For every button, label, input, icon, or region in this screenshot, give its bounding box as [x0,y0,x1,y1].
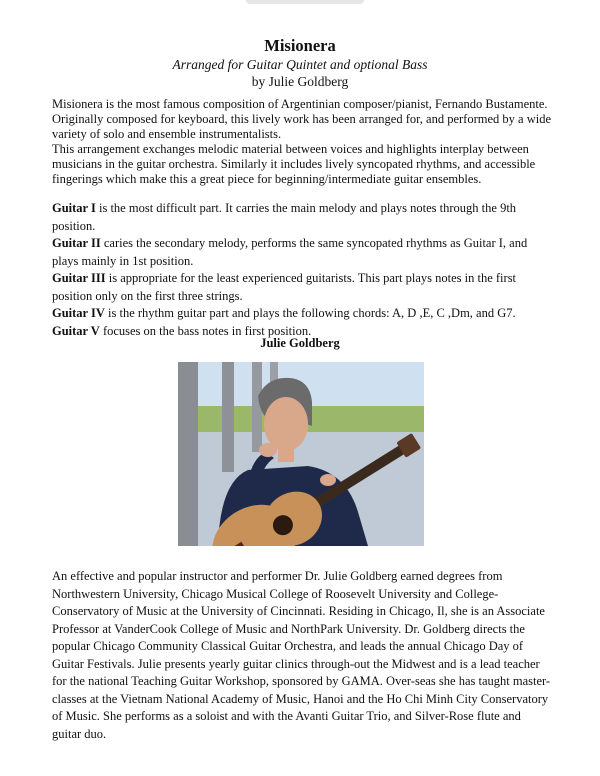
parts-list [52,200,552,340]
part-description: caries the secondary melody, performs the same syncopated rhythms as Guitar I, and plays mainly in 1st position. [52,236,528,268]
document-title: Misionera [264,36,336,55]
intro-paragraph-2: This arrangement exchanges melodic material between voices and highlights interplay between musicians in the guitar orchestra. Similarly it includes lively syncopated rhythms, and accessible fingerings which make this a great piece for beginning/intermediate guitar ensembles. [52,142,536,186]
part-description: is appropriate for the least experienced guitarists. This part plays notes in the first position only on the first three strings. [52,271,517,303]
part-description: is the rhythm guitar part and plays the following chords: A, D ,E, C ,Dm, and G7. [104,306,516,320]
part-name: Guitar I [52,201,96,215]
photo-neck [278,446,294,462]
part-name: Guitar III [52,271,106,285]
photo-illustration [178,362,424,546]
part-name: Guitar II [52,236,101,250]
photo-pillar [222,362,234,472]
photo-hand [259,443,277,457]
intro-paragraph-1: Misionera is the most famous composition of Argentinian composer/pianist, Fernando Bustamente. Originally composed for keyboard, this lively work has been arranged for, and performed by a wide variety of solo and ensemble instrumentalists. [52,97,551,141]
photo-face [264,397,308,451]
document-subtitle: Arranged for Guitar Quintet and optional Bass [172,57,428,72]
part-item [52,305,552,323]
author-photo [178,362,424,546]
part-description: is the most difficult part. It carries the main melody and plays notes through the 9th position. [52,201,517,233]
document-header [0,36,600,90]
photo-fretting-hand [320,474,336,486]
bio-heading: Julie Goldberg [260,336,340,350]
part-description: focuses on the bass notes in first position. [99,323,312,338]
part-item [52,235,552,270]
top-tab [246,0,364,4]
photo-pillar-left [178,362,198,546]
part-item [52,270,552,305]
part-name: Guitar IV [52,306,105,320]
part-name: Guitar V [52,323,100,338]
document-byline: by Julie Goldberg [251,74,349,89]
bio-paragraph: An effective and popular instructor and performer Dr. Julie Goldberg earned degrees from Northwestern University, Chicago Musical College of Roosevelt University and College-Conservatory of Music at the University of Cincinnati. Residing in Chicago, Il, she is an Associate Professor at VanderCook College of Music and NorthPark University. Dr. Goldberg directs the popular Chicago Community Classical Guitar Orchestra, and leads the annual Chicago Day of Guitar Festivals. Julie presents yearly guitar clinics through-out the Midwest and is a lead teacher for the national Teaching Guitar Workshop, sponsored by GAMA. Over-seas she has taught master-classes at the Vietnam National Academy of Music, Hanoi and the Ho Chi Minh City Conservatory of Music. She performs as a soloist and with the Avanti Guitar Trio, and Silver-Rose flute and guitar duo. [52,569,551,741]
part-item [52,200,552,235]
